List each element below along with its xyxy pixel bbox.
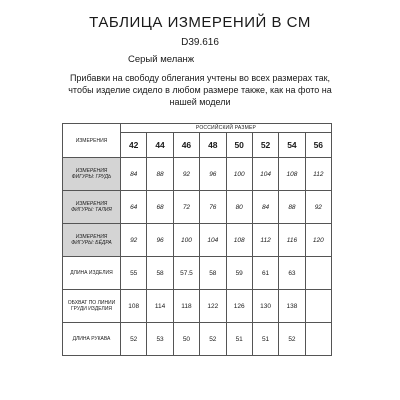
value-cell: 53 — [147, 323, 173, 356]
table-row-garment-chest — [63, 290, 332, 323]
value-cell: 57.5 — [173, 257, 199, 290]
size-table — [62, 123, 332, 356]
row-label: ИЗМЕРЕНИЯ ФИГУРЫ: БЁДРА — [63, 224, 121, 257]
value-cell: 88 — [279, 191, 305, 224]
value-cell — [305, 323, 331, 356]
value-cell: 100 — [173, 224, 199, 257]
value-cell: 122 — [200, 290, 226, 323]
table-row-hips — [63, 224, 332, 257]
fit-note: Прибавки на свободу облегания учтены во всех размерах так, чтобы изделие сидело в любом размере также, как на фото на нашей модели — [68, 73, 332, 107]
value-cell: 114 — [147, 290, 173, 323]
value-cell: 96 — [200, 158, 226, 191]
value-cell: 104 — [252, 158, 278, 191]
value-cell: 112 — [252, 224, 278, 257]
row-label: ДЛИНА РУКАВА — [63, 323, 121, 356]
value-cell — [305, 257, 331, 290]
value-cell: 108 — [279, 158, 305, 191]
value-cell: 108 — [121, 290, 147, 323]
value-cell: 59 — [226, 257, 252, 290]
value-cell: 100 — [226, 158, 252, 191]
value-cell: 50 — [173, 323, 199, 356]
size-cell: 50 — [226, 133, 252, 158]
value-cell: 55 — [121, 257, 147, 290]
value-cell: 84 — [252, 191, 278, 224]
row-label: ИЗМЕРЕНИЯ ФИГУРЫ: ТАЛИЯ — [63, 191, 121, 224]
value-cell: 108 — [226, 224, 252, 257]
value-cell: 72 — [173, 191, 199, 224]
row-label: ДЛИНА ИЗДЕЛИЯ — [63, 257, 121, 290]
value-cell: 92 — [173, 158, 199, 191]
value-cell: 88 — [147, 158, 173, 191]
page-title: ТАБЛИЦА ИЗМЕРЕНИЙ В СМ — [89, 14, 311, 31]
row-label: ИЗМЕРЕНИЯ ФИГУРЫ: ГРУДЬ — [63, 158, 121, 191]
value-cell: 64 — [121, 191, 147, 224]
size-cell: 44 — [147, 133, 173, 158]
value-cell: 84 — [121, 158, 147, 191]
table-row-garment-length — [63, 257, 332, 290]
table-row-waist — [63, 191, 332, 224]
value-cell: 68 — [147, 191, 173, 224]
value-cell: 92 — [305, 191, 331, 224]
value-cell: 92 — [121, 224, 147, 257]
russian-size-header: РОССИЙСКИЙ РАЗМЕР — [121, 124, 332, 133]
color-name: Серый меланж — [128, 54, 195, 65]
value-cell: 116 — [279, 224, 305, 257]
size-cell: 52 — [252, 133, 278, 158]
value-cell: 58 — [147, 257, 173, 290]
table-group-header-row — [63, 124, 332, 133]
value-cell: 58 — [200, 257, 226, 290]
size-cell: 48 — [200, 133, 226, 158]
measurements-header: ИЗМЕРЕНИЯ — [63, 124, 121, 158]
row-label: ОБХВАТ ПО ЛИНИИ ГРУДИ ИЗДЕЛИЯ — [63, 290, 121, 323]
size-cell: 56 — [305, 133, 331, 158]
table-row-sleeve-length — [63, 323, 332, 356]
value-cell: 130 — [252, 290, 278, 323]
value-cell: 104 — [200, 224, 226, 257]
article-code: D39.616 — [181, 37, 219, 48]
value-cell: 120 — [305, 224, 331, 257]
value-cell: 96 — [147, 224, 173, 257]
size-cell: 54 — [279, 133, 305, 158]
value-cell: 80 — [226, 191, 252, 224]
value-cell: 51 — [226, 323, 252, 356]
value-cell: 112 — [305, 158, 331, 191]
value-cell: 63 — [279, 257, 305, 290]
value-cell: 61 — [252, 257, 278, 290]
value-cell — [305, 290, 331, 323]
value-cell: 118 — [173, 290, 199, 323]
size-cell: 42 — [121, 133, 147, 158]
table-row-chest — [63, 158, 332, 191]
value-cell: 52 — [279, 323, 305, 356]
value-cell: 76 — [200, 191, 226, 224]
size-cell: 46 — [173, 133, 199, 158]
value-cell: 138 — [279, 290, 305, 323]
value-cell: 52 — [121, 323, 147, 356]
value-cell: 51 — [252, 323, 278, 356]
value-cell: 52 — [200, 323, 226, 356]
value-cell: 126 — [226, 290, 252, 323]
